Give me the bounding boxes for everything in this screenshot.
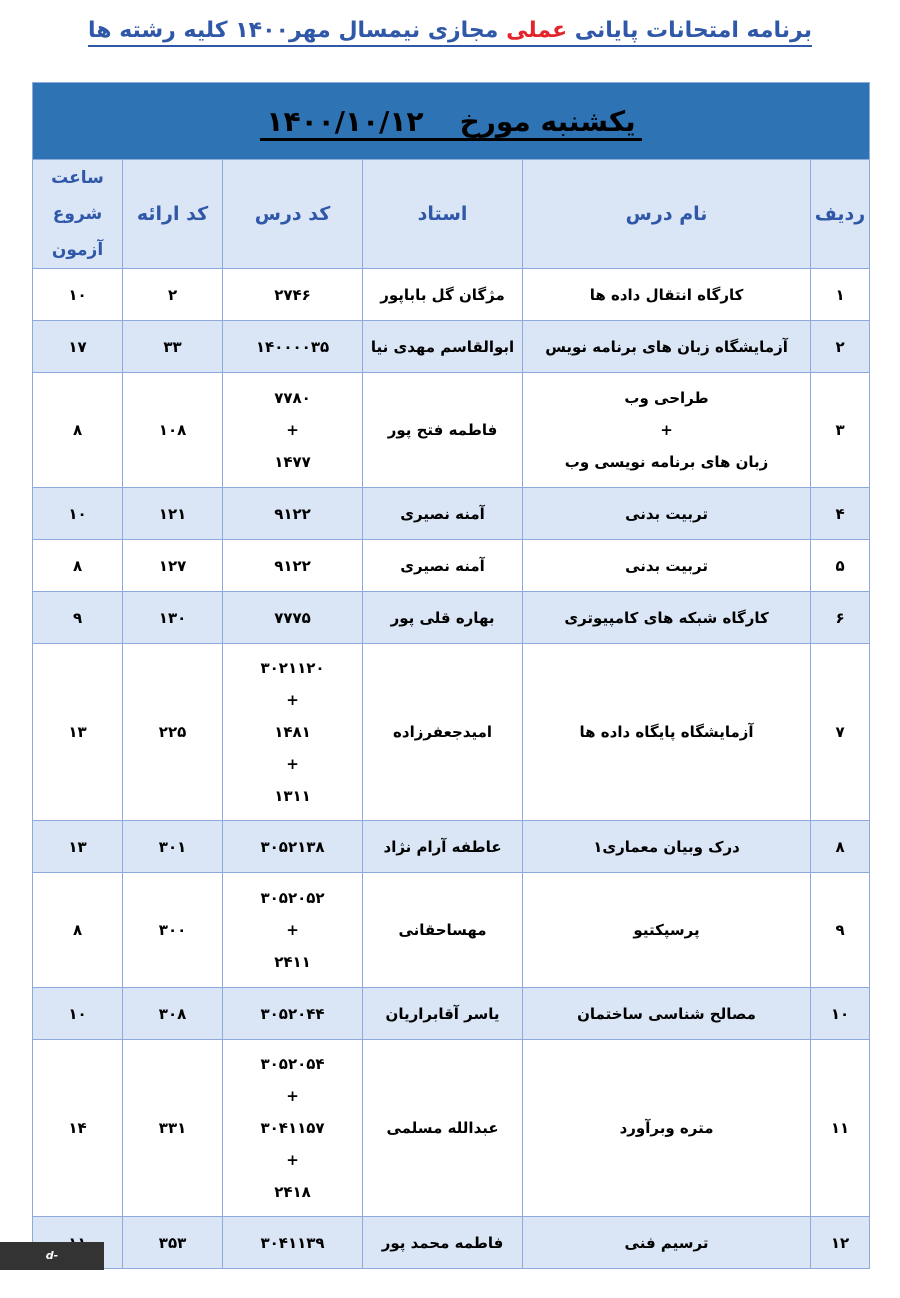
- course-name-cell: [523, 269, 811, 321]
- offer-code-cell: [123, 644, 223, 821]
- offer-code-text: ۱۰۸: [158, 421, 187, 439]
- start-time-cell: [33, 373, 123, 488]
- start-time-text: ۱۳: [68, 723, 87, 741]
- course-code-cell: [223, 592, 363, 644]
- start-time-text: ۱۰: [68, 285, 87, 304]
- instructor-cell: [363, 269, 523, 321]
- start-time-cell: [33, 873, 123, 988]
- course-code-text: ۲۷۴۶: [274, 285, 311, 304]
- header-course-name: نام درس: [523, 160, 811, 269]
- course-name-text: زبان های برنامه نویسی وب: [564, 453, 769, 471]
- instructor-cell: [363, 821, 523, 873]
- offer-code-text: ۳۵۳: [158, 1233, 187, 1252]
- course-name-cell: [523, 644, 811, 821]
- instructor-text: فاطمه محمد پور: [381, 1233, 504, 1252]
- course-name-cell: [523, 488, 811, 540]
- offer-code-cell: [123, 1040, 223, 1217]
- offer-code-text: ۳۳: [163, 337, 182, 356]
- instructor-text: مژگان گل باباپور: [380, 285, 505, 304]
- table-row: [33, 1040, 870, 1217]
- row-number-cell: [811, 540, 870, 592]
- row-number-text: ۱۲: [830, 1233, 850, 1252]
- row-number-text: ۶: [835, 608, 845, 627]
- course-code-text: ۹۱۲۲: [274, 556, 311, 575]
- instructor-text: امیدجعفرزاده: [393, 723, 492, 741]
- course-code-text: ۳۰۴۱۱۵۷: [260, 1119, 325, 1137]
- row-number-cell: [811, 488, 870, 540]
- table-row: [33, 488, 870, 540]
- offer-code-text: ۳۳۱: [158, 1119, 187, 1137]
- page-title: [0, 18, 900, 43]
- table-body: [33, 269, 870, 1269]
- start-time-cell: [33, 540, 123, 592]
- row-number-cell: [811, 988, 870, 1040]
- offer-code-text: ۱۲۱: [158, 504, 187, 523]
- instructor-cell: [363, 488, 523, 540]
- course-code-cell: [223, 644, 363, 821]
- course-code-cell: [223, 873, 363, 988]
- header-offer-code: کد ارائه: [123, 160, 223, 269]
- course-code-text: ۱۴۷۷: [274, 453, 311, 471]
- course-code-text: ۳۰۵۲۰۵۴: [260, 1055, 325, 1073]
- offer-code-cell: [123, 821, 223, 873]
- offer-code-cell: [123, 1217, 223, 1269]
- course-name-text: مصالح شناسی ساختمان: [577, 1004, 756, 1023]
- course-code-cell: [223, 1217, 363, 1269]
- course-name-cell: [523, 373, 811, 488]
- instructor-text: یاسر آقابراریان: [385, 1004, 500, 1023]
- row-number-cell: [811, 1040, 870, 1217]
- row-number-text: ۵: [835, 556, 845, 575]
- course-code-text: ۳۰۵۲۰۴۴: [260, 1004, 325, 1023]
- start-time-text: ۱۳: [68, 837, 87, 856]
- course-name-cell: [523, 1040, 811, 1217]
- instructor-text: عبدالله مسلمی: [386, 1119, 499, 1137]
- instructor-cell: [363, 988, 523, 1040]
- row-number-cell: [811, 873, 870, 988]
- start-time-cell: [33, 644, 123, 821]
- course-code-text: +: [286, 755, 299, 773]
- row-number-text: ۲: [835, 337, 845, 356]
- offer-code-text: ۳۰۰: [158, 921, 187, 939]
- course-name-text: تربیت بدنی: [625, 504, 708, 523]
- course-code-text: +: [286, 421, 299, 439]
- course-code-text: ۳۰۵۲۰۵۲: [260, 889, 325, 907]
- instructor-cell: [363, 373, 523, 488]
- course-name-cell: [523, 592, 811, 644]
- course-name-text: پرسپکتیو: [633, 921, 700, 939]
- start-time-text: ۱۴: [68, 1119, 87, 1137]
- row-number-cell: [811, 1217, 870, 1269]
- course-name-text: متره وبرآورد: [619, 1119, 714, 1137]
- instructor-cell: [363, 321, 523, 373]
- course-code-text: ۱۴۰۰۰۰۳۵: [255, 337, 330, 356]
- instructor-cell: [363, 592, 523, 644]
- row-number-cell: [811, 644, 870, 821]
- course-code-cell: [223, 1040, 363, 1217]
- start-time-text: ۱۷: [68, 337, 87, 356]
- row-number-cell: [811, 821, 870, 873]
- table-row: [33, 644, 870, 821]
- course-code-text: ۷۷۸۰: [274, 389, 311, 407]
- row-number-cell: [811, 269, 870, 321]
- start-time-cell: [33, 269, 123, 321]
- offer-code-cell: [123, 269, 223, 321]
- row-number-text: ۹: [835, 921, 845, 939]
- course-code-cell: [223, 488, 363, 540]
- course-code-text: +: [286, 691, 299, 709]
- instructor-text: بهاره قلی پور: [390, 608, 495, 627]
- instructor-cell: [363, 644, 523, 821]
- course-code-text: ۷۷۷۵: [274, 608, 311, 627]
- instructor-cell: [363, 1040, 523, 1217]
- table-row: [33, 821, 870, 873]
- exam-schedule-table: [32, 82, 870, 1269]
- start-time-cell: [33, 321, 123, 373]
- header-start-time: ساعت شروع آزمون: [33, 160, 123, 269]
- course-name-cell: [523, 540, 811, 592]
- course-name-text: ترسیم فنی: [624, 1233, 709, 1252]
- table-row: [33, 269, 870, 321]
- offer-code-text: ۳۰۱: [158, 837, 187, 856]
- course-code-text: ۱۴۸۱: [274, 723, 311, 741]
- start-time-cell: [33, 821, 123, 873]
- row-number-text: ۳: [835, 421, 845, 439]
- instructor-text: عاطفه آرام نژاد: [383, 837, 502, 856]
- course-code-text: +: [286, 1087, 299, 1105]
- course-code-cell: [223, 988, 363, 1040]
- table-row: [33, 1217, 870, 1269]
- start-time-text: ۹: [72, 608, 83, 627]
- course-name-cell: [523, 321, 811, 373]
- start-time-text: ۸: [72, 421, 83, 439]
- table-header-row: [33, 160, 870, 269]
- offer-code-cell: [123, 488, 223, 540]
- course-code-text: ۳۰۲۱۱۲۰: [260, 659, 325, 677]
- offer-code-text: ۱۳۰: [158, 608, 187, 627]
- table-row: [33, 373, 870, 488]
- course-code-text: ۲۴۱۸: [274, 1183, 311, 1201]
- instructor-cell: [363, 873, 523, 988]
- title-part-1: برنامه امتحانات پایانی: [574, 18, 812, 43]
- title-highlight: عملی: [506, 18, 568, 43]
- header-course-code: کد درس: [223, 160, 363, 269]
- instructor-cell: [363, 1217, 523, 1269]
- course-code-cell: [223, 321, 363, 373]
- course-name-text: تربیت بدنی: [625, 556, 708, 575]
- row-number-cell: [811, 592, 870, 644]
- course-name-text: کارگاه شبکه های کامپیوتری: [564, 608, 769, 627]
- offer-code-text: ۳۰۸: [158, 1004, 187, 1023]
- course-name-text: آزمایشگاه پایگاه داده ها: [579, 723, 754, 741]
- course-name-text: +: [660, 421, 673, 439]
- row-number-text: ۷: [835, 723, 845, 741]
- row-number-cell: [811, 321, 870, 373]
- instructor-text: مهساحقانی: [398, 921, 487, 939]
- instructor-cell: [363, 540, 523, 592]
- course-name-cell: [523, 1217, 811, 1269]
- course-code-text: ۹۱۲۲: [274, 504, 311, 523]
- start-time-text: ۱۰: [68, 1004, 87, 1023]
- table-row: [33, 321, 870, 373]
- course-code-cell: [223, 269, 363, 321]
- start-time-text: ۸: [72, 556, 83, 575]
- course-code-text: ۱۳۱۱: [274, 787, 311, 805]
- start-time-cell: [33, 988, 123, 1040]
- offer-code-text: ۲: [167, 285, 178, 304]
- course-code-text: +: [286, 921, 299, 939]
- site-watermark: d-babol.nus.ac.ir: [0, 1242, 104, 1270]
- course-name-cell: [523, 873, 811, 988]
- instructor-text: آمنه نصیری: [400, 504, 485, 523]
- course-name-text: آزمایشگاه زبان های برنامه نویس: [545, 337, 788, 356]
- course-name-text: کارگاه انتقال داده ها: [589, 285, 744, 304]
- course-code-cell: [223, 821, 363, 873]
- course-name-cell: [523, 988, 811, 1040]
- offer-code-cell: [123, 540, 223, 592]
- offer-code-cell: [123, 873, 223, 988]
- course-code-text: ۳۰۴۱۱۳۹: [260, 1233, 325, 1252]
- course-code-cell: [223, 540, 363, 592]
- row-number-text: ۱: [835, 285, 845, 304]
- instructor-text: آمنه نصیری: [400, 556, 485, 575]
- row-number-cell: [811, 373, 870, 488]
- offer-code-cell: [123, 373, 223, 488]
- row-number-text: ۴: [835, 504, 845, 523]
- table-row: [33, 873, 870, 988]
- course-name-text: درک وبیان معماری۱: [593, 837, 740, 856]
- offer-code-cell: [123, 988, 223, 1040]
- course-code-text: ۳۰۵۲۱۳۸: [260, 837, 325, 856]
- offer-code-text: ۲۲۵: [158, 723, 187, 741]
- title-part-2: مجازی نیمسال مهر۱۴۰۰ کلیه رشته ها: [88, 18, 499, 43]
- date-banner: [33, 83, 870, 160]
- table-row: [33, 988, 870, 1040]
- row-number-text: ۱۰: [830, 1004, 850, 1023]
- start-time-cell: [33, 592, 123, 644]
- start-time-text: ۸: [72, 921, 83, 939]
- start-time-cell: [33, 1040, 123, 1217]
- header-instructor: استاد: [363, 160, 523, 269]
- instructor-text: ابوالقاسم مهدی نیا: [370, 337, 515, 356]
- offer-code-text: ۱۲۷: [158, 556, 187, 575]
- course-name-cell: [523, 821, 811, 873]
- offer-code-cell: [123, 321, 223, 373]
- table-row: [33, 592, 870, 644]
- row-number-text: ۱۱: [830, 1119, 850, 1137]
- course-code-text: +: [286, 1151, 299, 1169]
- course-code-text: ۲۴۱۱: [274, 953, 311, 971]
- offer-code-cell: [123, 592, 223, 644]
- table-row: [33, 540, 870, 592]
- start-time-text: ۱۰: [68, 504, 87, 523]
- start-time-cell: [33, 488, 123, 540]
- course-code-cell: [223, 373, 363, 488]
- banner-text: [260, 105, 641, 141]
- banner-day: یکشنبه مورخ: [459, 104, 636, 138]
- header-row-no: ردیف: [811, 160, 870, 269]
- instructor-text: فاطمه فتح پور: [387, 421, 498, 439]
- banner-date: ۱۴۰۰/۱۰/۱۲: [266, 104, 424, 138]
- row-number-text: ۸: [835, 837, 845, 856]
- course-name-text: طراحی وب: [624, 389, 709, 407]
